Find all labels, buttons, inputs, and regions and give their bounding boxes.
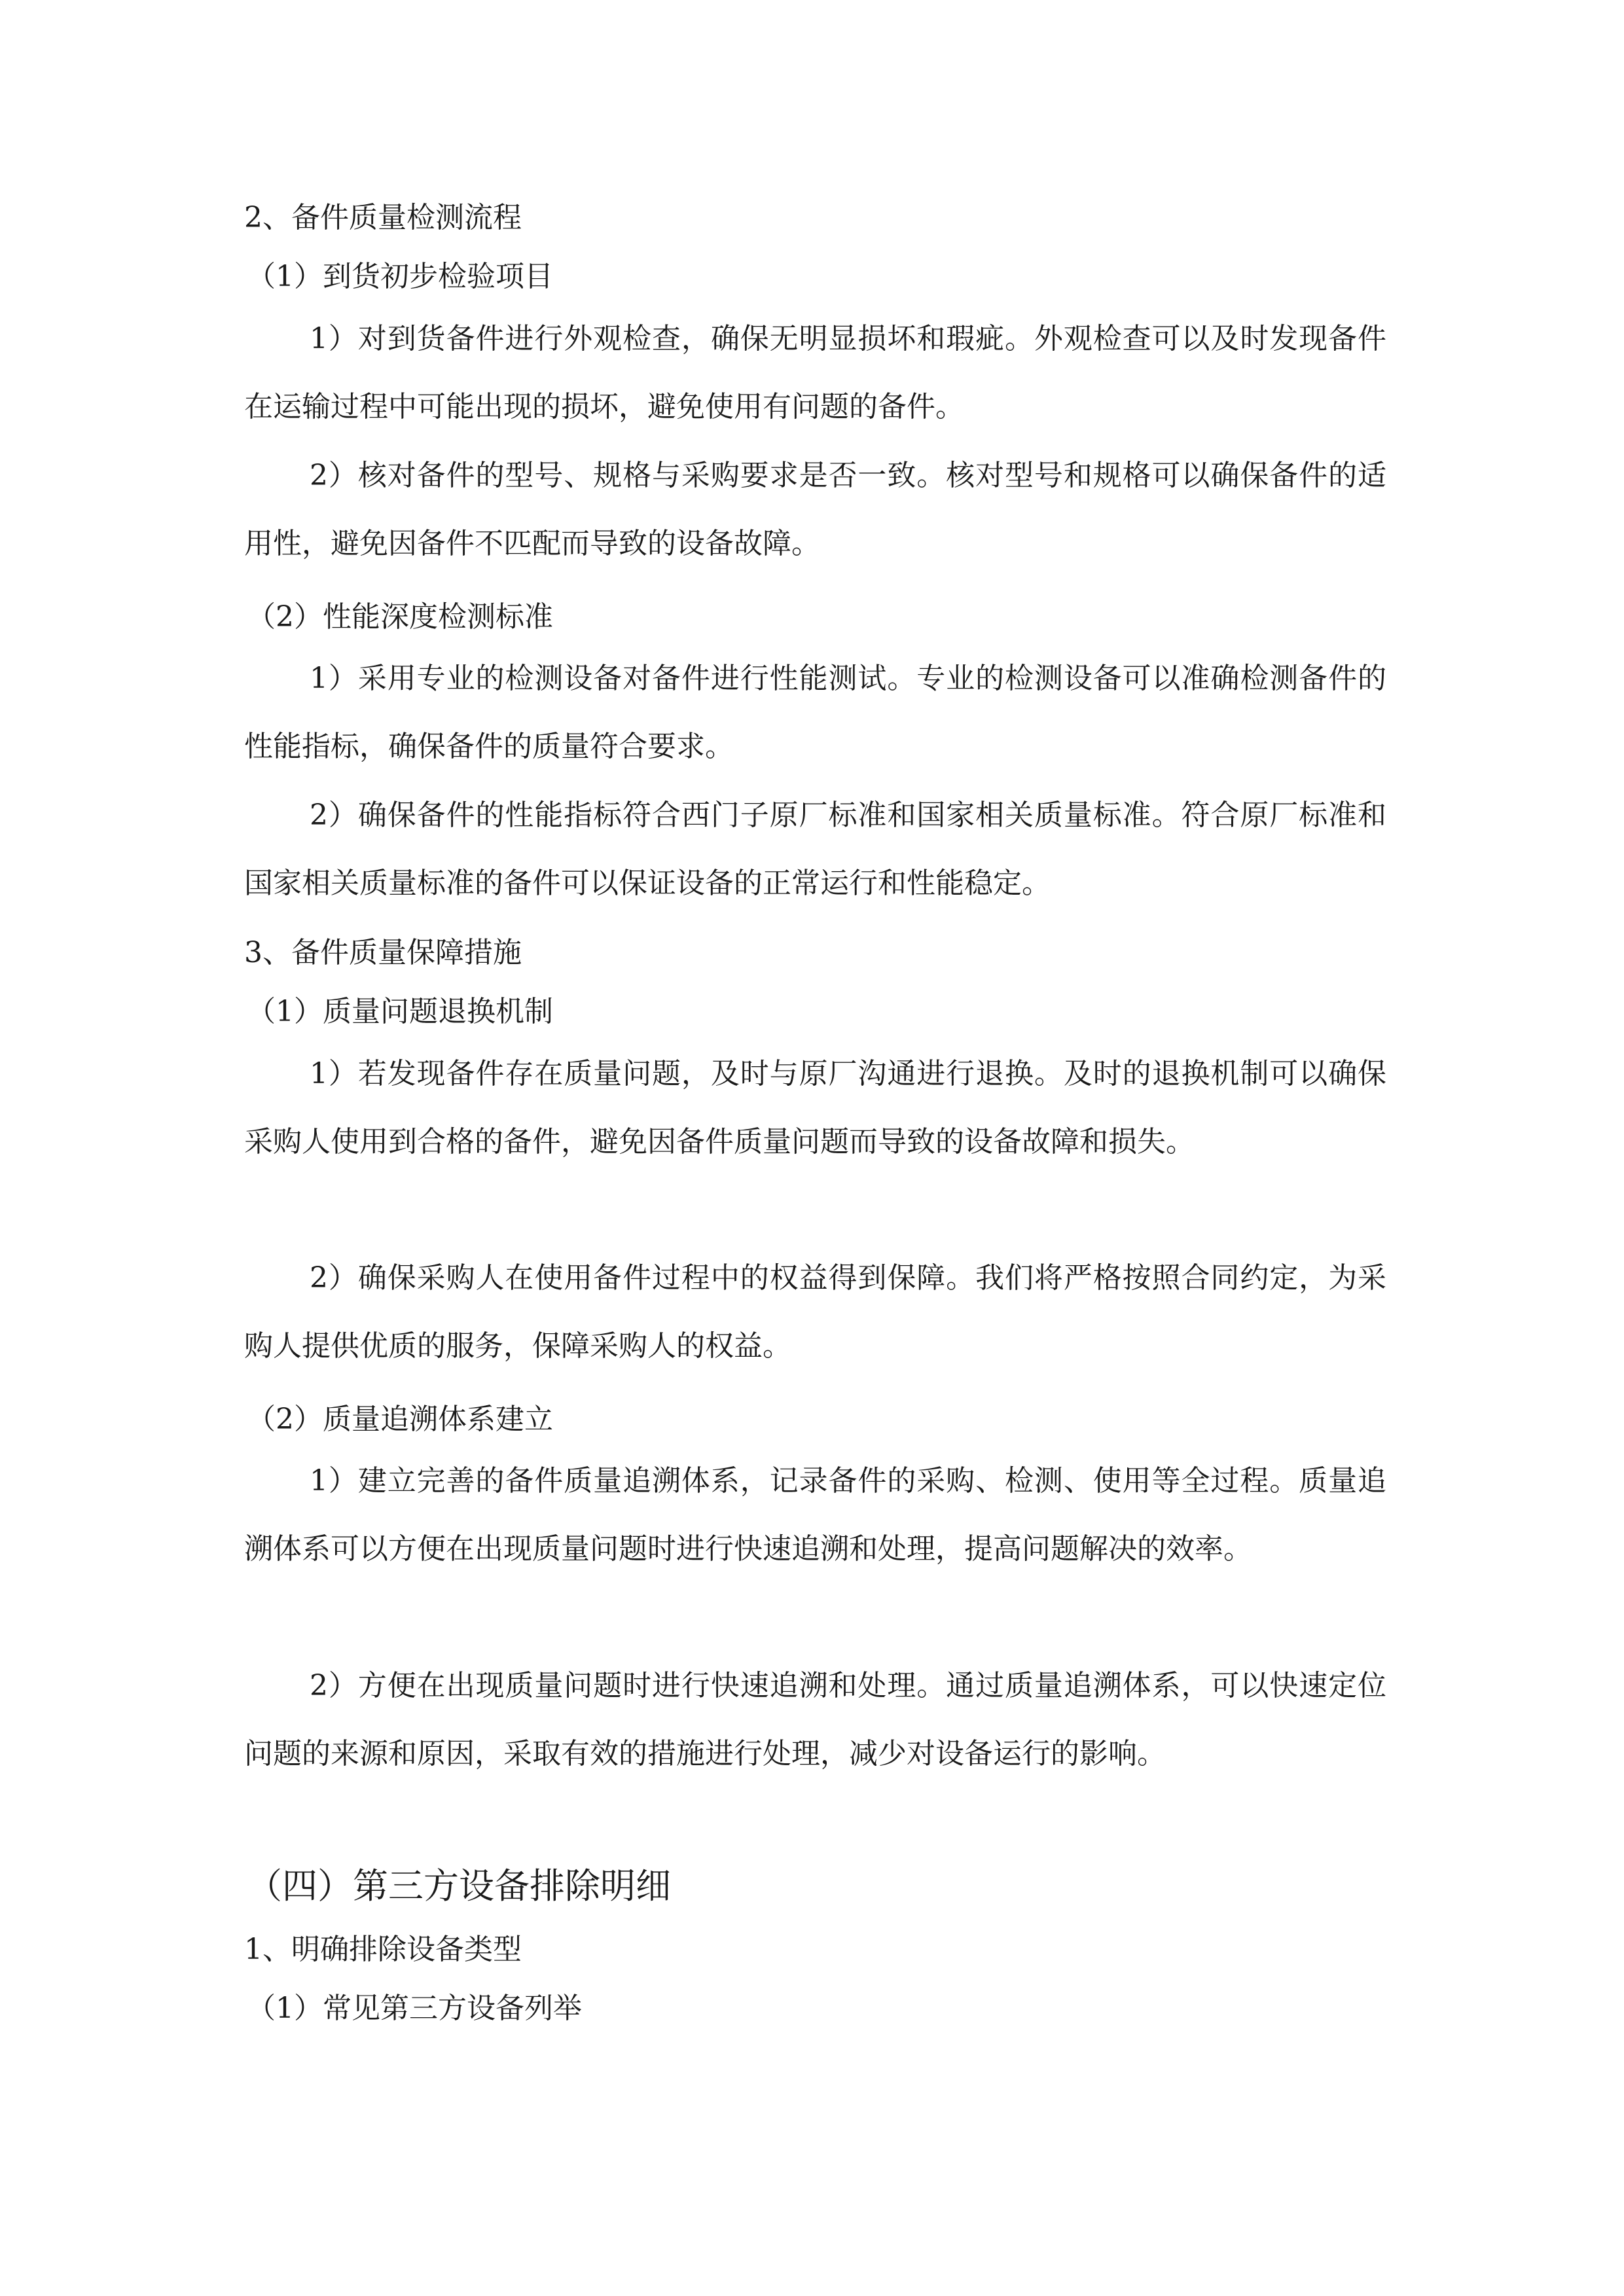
subsection-heading: （2）质量追溯体系建立 bbox=[247, 1403, 553, 1436]
paragraph: 2）方便在出现质量问题时进行快速追溯和处理。通过质量追溯体系，可以快速定位问题的来源和原因，采取有效的措施进行处理，减少对设备运行的影响。 bbox=[244, 1669, 1386, 1770]
paragraph: 2）确保采购人在使用备件过程中的权益得到保障。我们将严格按照合同约定，为采购人提供优质的服务，保障采购人的权益。 bbox=[244, 1261, 1386, 1363]
paragraph: 2）核对备件的型号、规格与采购要求是否一致。核对型号和规格可以确保备件的适用性，避免因备件不匹配而导致的设备故障。 bbox=[244, 459, 1386, 560]
paragraph: 1）建立完善的备件质量追溯体系，记录备件的采购、检测、使用等全过程。质量追溯体系可以方便在出现质量问题时进行快速追溯和处理，提高问题解决的效率。 bbox=[244, 1464, 1386, 1566]
paragraph: 1）对到货备件进行外观检查，确保无明显损坏和瑕疵。外观检查可以及时发现备件在运输过程中可能出现的损坏，避免使用有问题的备件。 bbox=[244, 322, 1386, 423]
paragraph: 1）若发现备件存在质量问题，及时与原厂沟通进行退换。及时的退换机制可以确保采购人使用到合格的备件，避免因备件质量问题而导致的设备故障和损失。 bbox=[244, 1057, 1386, 1158]
part-heading: （四）第三方设备排除明细 bbox=[247, 1865, 671, 1907]
section-heading: 2、备件质量检测流程 bbox=[244, 201, 522, 234]
section-heading: 1、明确排除设备类型 bbox=[244, 1933, 522, 1966]
paragraph: 2）确保备件的性能指标符合西门子原厂标准和国家相关质量标准。符合原厂标准和国家相关质量标准的备件可以保证设备的正常运行和性能稳定。 bbox=[244, 798, 1386, 900]
subsection-heading: （1）常见第三方设备列举 bbox=[247, 1992, 582, 2025]
paragraph: 1）采用专业的检测设备对备件进行性能测试。专业的检测设备可以准确检测备件的性能指标，确保备件的质量符合要求。 bbox=[244, 662, 1386, 763]
section-heading: 3、备件质量保障措施 bbox=[244, 936, 522, 969]
subsection-heading: （1）到货初步检验项目 bbox=[247, 260, 553, 293]
subsection-heading: （1）质量问题退换机制 bbox=[247, 995, 553, 1028]
subsection-heading: （2）性能深度检测标准 bbox=[247, 600, 553, 634]
